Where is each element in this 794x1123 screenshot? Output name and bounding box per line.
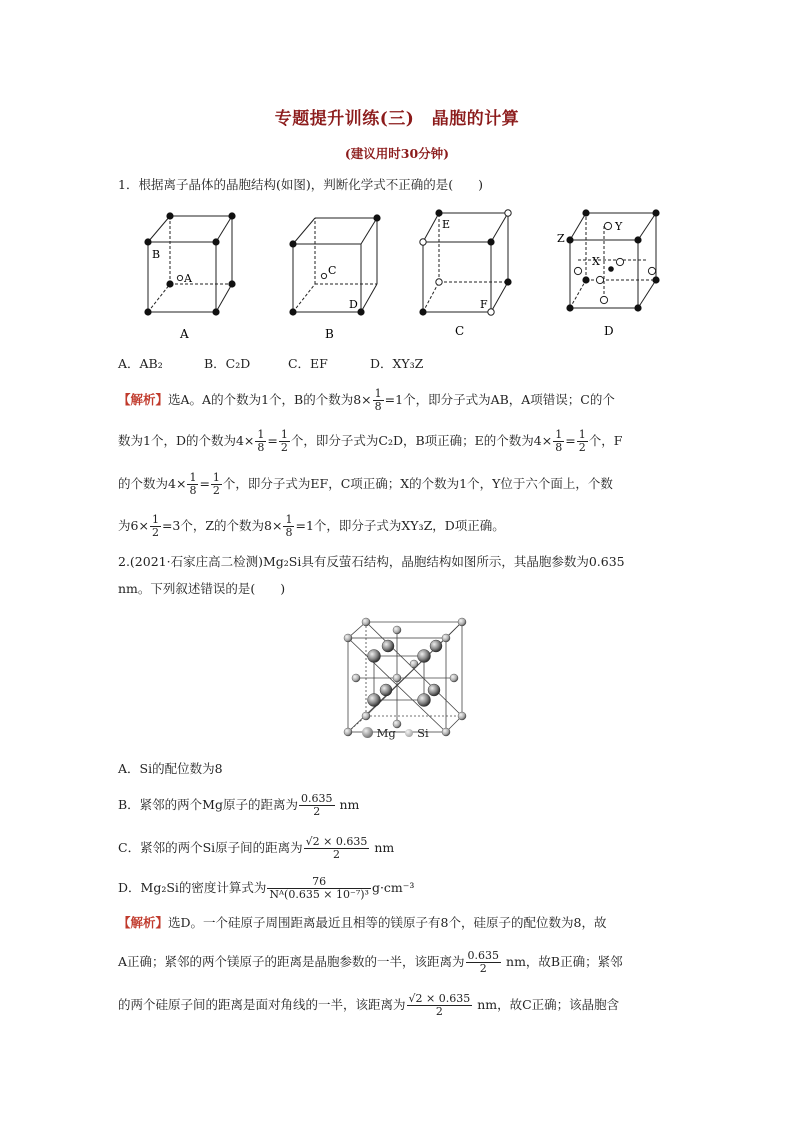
- fraction: $\frac{1}{2}$: [578, 428, 586, 454]
- si-atom: [344, 634, 352, 642]
- analysis-text: 的个数为4×: [118, 476, 187, 491]
- atom-y: [648, 267, 655, 274]
- mg-atom: [428, 684, 440, 696]
- analysis-text: 个，即分子式为EF，C项正确；X的个数为1个，Y位于六个面上，个数: [222, 476, 613, 491]
- label-f: F: [480, 298, 488, 311]
- fraction: $\frac{0.635}{2}$: [301, 792, 333, 818]
- atom-e: [419, 308, 426, 315]
- q1-option-a[interactable]: A．AB₂: [118, 356, 163, 371]
- atom-z: [652, 209, 659, 216]
- q2-analysis-line-1: [118, 914, 606, 932]
- fraction: $\frac{0.635}{2}$: [467, 949, 500, 975]
- atom-f: [436, 279, 442, 285]
- analysis-text: 为6×: [118, 518, 149, 533]
- label-e: E: [442, 218, 451, 231]
- caption-c: C: [455, 324, 465, 338]
- fraction: $\frac{√2 \times 0.635}{2}$: [305, 835, 368, 861]
- analysis-text: 个，F: [588, 433, 623, 448]
- mg-legend-label: Mg: [376, 726, 396, 740]
- si-atom: [393, 674, 401, 682]
- q1-option-b[interactable]: B．C₂D: [203, 356, 251, 371]
- atom-d: [289, 308, 296, 315]
- fraction: $\frac{76}{\text{Nᴬ(0.635 × 10⁻⁷)³}}$: [269, 875, 369, 901]
- analysis-text: 数为1个，D的个数为4×: [118, 433, 255, 448]
- fraction: $\frac{1}{2}$: [212, 471, 220, 497]
- caption-a: A: [180, 327, 189, 341]
- atom-y: [574, 267, 581, 274]
- fraction: $\frac{1}{8}$: [189, 471, 197, 497]
- q1-option-d[interactable]: D．XY₃Z: [369, 356, 424, 371]
- q2-analysis-line-2: A正确；紧邻的两个镁原子的距离是晶胞参数的一半，该距离为 $\frac{0.635}{2}$ nm，故B正确；紧邻: [118, 949, 623, 975]
- analysis-text: =1个，即分子式为XY₃Z，D项正确。: [295, 518, 505, 533]
- si-legend-icon: [405, 729, 413, 737]
- q2-legend: [362, 724, 429, 742]
- label-c: C: [328, 264, 337, 277]
- atom-f: [488, 309, 494, 315]
- cube-figure-c: [423, 213, 508, 312]
- caption-b: B: [325, 327, 334, 341]
- atom-b: [212, 308, 219, 315]
- q1-analysis-line-1: [118, 388, 615, 413]
- label-z: Z: [557, 232, 565, 245]
- label-d: D: [349, 298, 358, 311]
- atom-y: [596, 276, 603, 283]
- fraction: $\frac{1}{8}$: [285, 513, 293, 539]
- atom-d: [357, 308, 364, 315]
- q1-figures: [118, 196, 678, 346]
- q2-stem-line-1: 2.(2021·石家庄高二检测)Mg₂Si具有反萤石结构，晶胞结构如图所示，其晶胞参数为0.635: [118, 554, 625, 569]
- q2-option-b[interactable]: B．紧邻的两个Mg原子的距离为 $\frac{0.635}{2}$ nm: [118, 792, 360, 818]
- mg-atom: [418, 650, 431, 663]
- atom-b: [228, 212, 235, 219]
- atom-c: [321, 273, 326, 278]
- page-subtitle: (建议用时30分钟): [344, 146, 450, 161]
- fraction: $\frac{1}{8}$: [374, 387, 382, 413]
- analysis-text: 选A。A的个数为1个，B的个数为8×: [168, 392, 372, 407]
- mg-atom: [430, 640, 442, 652]
- mg-atom: [368, 694, 381, 707]
- q2-analysis-line-3: 的两个硅原子间的距离是面对角线的一半，该距离为 $\frac{√2 \times 0.635}{2}$ nm，故C正确；该晶胞含: [118, 992, 620, 1018]
- label-b: B: [152, 248, 161, 261]
- atom-e: [487, 238, 494, 245]
- mg-atom: [368, 650, 381, 663]
- atom-b: [212, 238, 219, 245]
- cube-figure-d: [570, 213, 656, 308]
- atom-y: [604, 222, 611, 229]
- si-atom: [458, 618, 466, 626]
- si-atom: [450, 674, 458, 682]
- atom-b: [166, 212, 173, 219]
- q2-crystal-figure: [336, 616, 476, 740]
- fraction: $\frac{√2 \times 0.635}{2}$: [408, 992, 471, 1018]
- analysis-tag: 【解析】: [118, 392, 169, 407]
- atom-b: [144, 238, 151, 245]
- atom-z: [582, 276, 589, 283]
- atom-y: [616, 258, 623, 265]
- q1-options: [118, 355, 423, 373]
- mg-atom: [380, 684, 392, 696]
- si-atom: [442, 728, 450, 736]
- atom-z: [634, 236, 641, 243]
- q1-analysis-line-3: 的个数为4× $\frac{1}{8}$ = $\frac{1}{2}$ 个，即分子式为EF，C项正确；X的个数为1个，Y位于六个面上，个数: [118, 471, 613, 497]
- atom-z: [582, 209, 589, 216]
- fraction: $\frac{1}{2}$: [151, 513, 159, 539]
- si-atom: [458, 712, 466, 720]
- q2-option-d[interactable]: D．Mg₂Si的密度计算式为 $\frac{76}{\text{Nᴬ(0.635 × 10⁻⁷)³}}$ g·cm⁻³: [118, 875, 415, 901]
- atom-e: [435, 209, 442, 216]
- atom-z: [634, 304, 641, 311]
- fraction: $\frac{1}{8}$: [555, 428, 563, 454]
- cube-figure-a: [148, 216, 232, 312]
- mg-legend-icon: [362, 727, 373, 738]
- si-atom: [352, 674, 360, 682]
- si-legend-label: Si: [417, 726, 429, 740]
- label-y: Y: [615, 220, 623, 233]
- atom-z: [566, 236, 573, 243]
- analysis-text: =1个，即分子式为AB，A项错误；C的个: [384, 392, 615, 407]
- si-atom: [344, 728, 352, 736]
- q1-analysis-line-4: [118, 514, 505, 539]
- q2-stem-line-2: nm。下列叙述错误的是( ): [118, 581, 286, 596]
- si-atom: [362, 618, 370, 626]
- atom-y: [600, 296, 607, 303]
- label-x: X: [592, 255, 600, 268]
- analysis-text: =3个，Z的个数为8×: [161, 518, 283, 533]
- analysis-text: 个，即分子式为C₂D，B项正确；E的个数为4×: [290, 433, 553, 448]
- q1-analysis-line-2: 数为1个，D的个数为4× $\frac{1}{8}$ = $\frac{1}{2}$ 个，即分子式为C₂D，B项正确；E的个数为4× $\frac{1}{8}$ = $\frac{1}{2}$ 个，F: [118, 428, 623, 454]
- q2-option-c[interactable]: C．紧邻的两个Si原子间的距离为 $\frac{√2 \times 0.635}{2}$ nm: [118, 835, 395, 861]
- atom-d: [289, 240, 296, 247]
- atom-b: [166, 280, 173, 287]
- analysis-tag: 【解析】: [118, 915, 169, 930]
- si-atom: [362, 712, 370, 720]
- q1-option-c[interactable]: C．EF: [287, 356, 328, 371]
- atom-d: [373, 214, 380, 221]
- page-title: 专题提升训练(三) 晶胞的计算: [274, 109, 520, 129]
- atom-x: [608, 266, 614, 272]
- fraction: $\frac{1}{2}$: [280, 428, 288, 454]
- mg-atom: [418, 694, 431, 707]
- atom-f: [505, 210, 511, 216]
- atom-z: [566, 304, 573, 311]
- si-atom: [410, 660, 418, 668]
- caption-d: D: [604, 324, 614, 338]
- si-atom: [442, 634, 450, 642]
- atom-b: [144, 308, 151, 315]
- atom-e: [504, 278, 511, 285]
- fraction: $\frac{1}{8}$: [257, 428, 265, 454]
- si-atom: [393, 626, 401, 634]
- atom-z: [652, 276, 659, 283]
- atom-b: [228, 280, 235, 287]
- analysis-text: 选D。一个硅原子周围距离最近且相等的镁原子有8个，硅原子的配位数为8，故: [168, 915, 607, 930]
- q2-option-a[interactable]: A．Si的配位数为8: [118, 761, 223, 776]
- q1-stem: 1．根据离子晶体的晶胞结构(如图)，判断化学式不正确的是( ): [118, 177, 483, 192]
- atom-f: [420, 239, 426, 245]
- mg-atom: [382, 640, 394, 652]
- atom-a: [177, 275, 182, 280]
- label-a: A: [184, 272, 192, 285]
